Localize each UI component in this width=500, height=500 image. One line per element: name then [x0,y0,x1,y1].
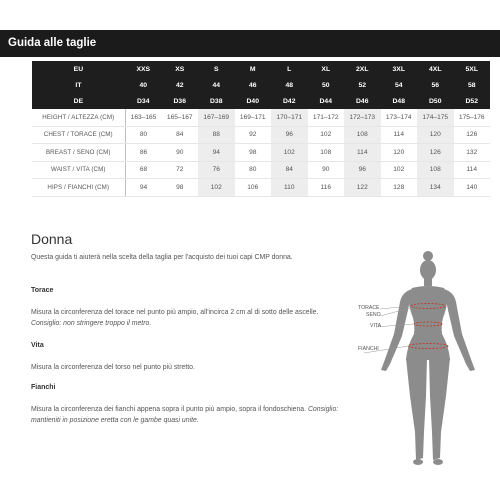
measurement-value: 108 [417,161,454,179]
size-value: XS [162,61,199,77]
size-header-row [32,77,490,93]
measurement-value: 108 [308,144,345,162]
measurement-value: 126 [454,126,491,144]
measurement-value: 165–167 [162,109,199,126]
measurement-value: 88 [198,126,235,144]
measurement-value: 175–176 [454,109,491,126]
size-value: D46 [344,93,381,109]
measurement-value: 90 [162,144,199,162]
measurement-label: CHEST / TORACE (CM) [32,126,125,144]
measurement-value: 172–173 [344,109,381,126]
size-value: D42 [271,93,308,109]
measurement-value: 84 [162,126,199,144]
size-value: 5XL [454,61,491,77]
size-system-label: EU [32,61,125,77]
measurement-value: 174–175 [417,109,454,126]
body-measurement-figure [352,246,492,476]
size-value: D52 [454,93,491,109]
size-value: 48 [271,77,308,93]
measurement-value: 98 [235,144,272,162]
measurement-row [32,126,490,144]
measurement-label: WAIST / VITA (CM) [32,161,125,179]
size-value: 50 [308,77,345,93]
measurement-value: 102 [381,161,418,179]
size-header-row [32,61,490,77]
size-value: D40 [235,93,272,109]
size-header-row [32,93,490,109]
size-value: D48 [381,93,418,109]
measurement-value: 126 [417,144,454,162]
size-value: D38 [198,93,235,109]
measurement-row [32,161,490,179]
torace-text [31,307,341,329]
fianchi-heading: Fianchi [31,384,56,391]
measurement-value: 86 [125,144,162,162]
measurement-value: 116 [308,179,345,197]
measurement-value: 120 [381,144,418,162]
measurement-value: 76 [198,161,235,179]
measurement-value: 96 [271,126,308,144]
size-value: D34 [125,93,162,109]
size-value: M [235,61,272,77]
measurement-row [32,144,490,162]
size-value: 56 [417,77,454,93]
woman-silhouette-icon [352,246,492,476]
size-value: D36 [162,93,199,109]
measurement-value: 128 [381,179,418,197]
torace-tip: Consiglio: non stringere troppo il metro. [31,320,152,327]
vita-heading: Vita [31,342,44,349]
measurement-value: 68 [125,161,162,179]
measurement-value: 163–165 [125,109,162,126]
size-value: 4XL [417,61,454,77]
measurement-value: 102 [271,144,308,162]
measurement-value: 94 [125,179,162,197]
torace-description: Misura la circonferenza del torace nel punto più ampio, all'incirca 2 cm al di sotto delle ascelle. [31,309,319,316]
size-value: D44 [308,93,345,109]
measurement-value: 114 [344,144,381,162]
size-value: 46 [235,77,272,93]
measurement-value: 80 [125,126,162,144]
seno-label: SENO [366,312,381,318]
torace-heading: Torace [31,287,54,294]
measurement-value: 98 [162,179,199,197]
measurement-value: 167–169 [198,109,235,126]
vita-label: VITA [370,323,382,329]
measurement-value: 171–172 [308,109,345,126]
measurement-value: 169–171 [235,109,272,126]
measurement-value: 92 [235,126,272,144]
size-system-label: IT [32,77,125,93]
measurement-value: 108 [344,126,381,144]
fianchi-description: Misura la circonferenza dei fianchi appena sopra il punto più ampio, sopra il fondoschiena. [31,406,307,413]
measurement-value: 106 [235,179,272,197]
measurement-value: 120 [417,126,454,144]
fianchi-text [31,404,341,426]
measurement-value: 170–171 [271,109,308,126]
measurement-value: 134 [417,179,454,197]
size-value: XXS [125,61,162,77]
size-guide-header [0,30,500,57]
measurement-value: 140 [454,179,491,197]
measurement-value: 102 [308,126,345,144]
size-table [32,61,490,197]
measurement-value: 96 [344,161,381,179]
measurement-value: 72 [162,161,199,179]
measurement-value: 110 [271,179,308,197]
measurement-value: 102 [198,179,235,197]
size-value: 42 [162,77,199,93]
measurement-value: 114 [381,126,418,144]
size-value: 3XL [381,61,418,77]
measurement-value: 94 [198,144,235,162]
measurement-value: 122 [344,179,381,197]
vita-text [31,362,341,373]
measurement-value: 132 [454,144,491,162]
measurement-value: 80 [235,161,272,179]
size-value: 52 [344,77,381,93]
size-value: L [271,61,308,77]
size-value: 54 [381,77,418,93]
size-value: S [198,61,235,77]
measurement-value: 114 [454,161,491,179]
section-title: Donna [31,231,73,247]
size-value: 58 [454,77,491,93]
measurement-label: BREAST / SENO (CM) [32,144,125,162]
measurement-label: HEIGHT / ALTEZZA (CM) [32,109,125,126]
intro-text: Questa guida ti aiuterà nella scelta della taglia per l'acquisto dei tuoi capi CMP donna. [31,254,293,261]
vita-description: Misura la circonferenza del torso nel punto più stretto. [31,364,195,371]
size-value: 2XL [344,61,381,77]
measurement-label: HIPS / FIANCHI (CM) [32,179,125,197]
measurement-row [32,179,490,197]
fianchi-label: FIANCHI [358,346,379,352]
size-value: 40 [125,77,162,93]
measurement-value: 84 [271,161,308,179]
size-value: D50 [417,93,454,109]
torace-label: TORACE [358,305,380,311]
measurement-value: 173–174 [381,109,418,126]
size-value: 44 [198,77,235,93]
measurement-row [32,109,490,126]
size-system-label: DE [32,93,125,109]
fianchi-tip: Consiglio: mantieniti in posizione eretta con le gambe quasi unite. [31,406,339,424]
size-value: XL [308,61,345,77]
page-title: Guida alle taglie [8,37,97,49]
measurement-value: 90 [308,161,345,179]
